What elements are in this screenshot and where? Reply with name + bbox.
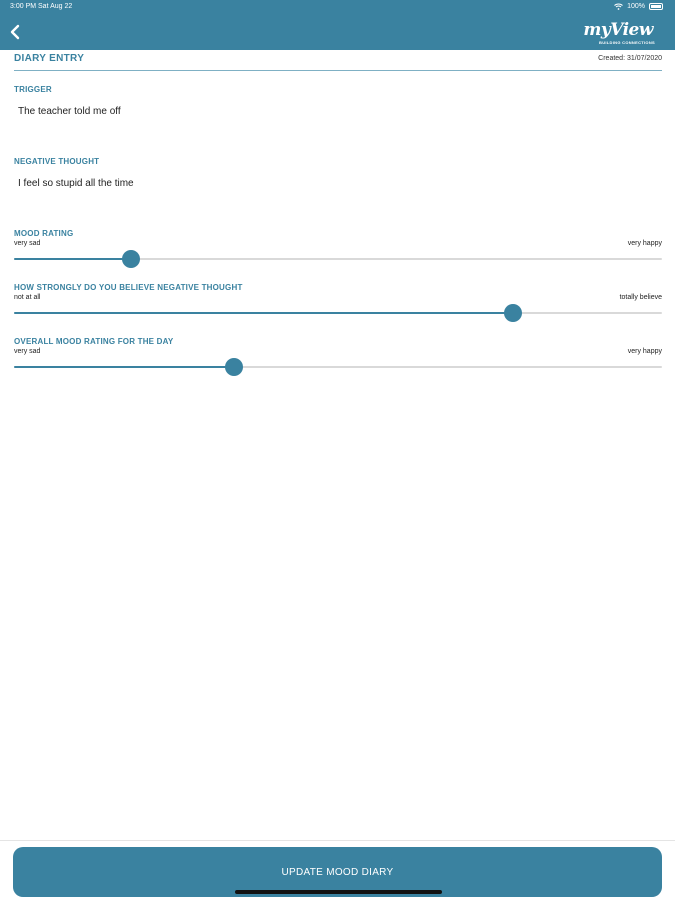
belief-strength-slider[interactable] [14,303,662,323]
battery-icon [649,3,663,10]
mood-rating-min-label: very sad [14,240,41,247]
chevron-left-icon [9,24,21,40]
mood-rating-slider[interactable] [14,249,662,269]
footer-divider [0,840,675,841]
diary-title-row [14,50,662,71]
app-header [0,0,675,50]
overall-mood-slider[interactable] [14,357,662,377]
logo-wordmark: myView [583,20,653,40]
wifi-icon [614,3,623,10]
update-mood-diary-button[interactable]: UPDATE MOOD DIARY [13,847,662,897]
overall-mood-max-label: very happy [627,348,662,355]
negative-thought-value[interactable]: I feel so stupid all the time [18,178,134,189]
status-bar [0,0,675,14]
negative-thought-label: NEGATIVE THOUGHT [14,157,100,166]
logo-tagline: BUILDING CONNECTIONS [599,40,655,45]
belief-strength-max-label: totally believe [619,294,662,301]
diary-entry-content [14,50,662,355]
status-indicators [614,3,663,10]
mood-rating-label: MOOD RATING [14,229,74,238]
status-time: 3:00 PM Sat Aug 22 [10,3,73,10]
back-button[interactable] [4,20,26,44]
created-date: Created: 31/07/2020 [598,55,662,62]
overall-mood-label: OVERALL MOOD RATING FOR THE DAY [14,337,174,346]
slider-fill [14,258,131,260]
slider-fill [14,312,513,314]
trigger-value[interactable]: The teacher told me off [18,106,121,117]
slider-thumb[interactable] [225,358,243,376]
mood-rating-max-label: very happy [627,240,662,247]
slider-thumb[interactable] [122,250,140,268]
battery-percent: 100% [627,3,645,10]
home-indicator [235,890,442,894]
trigger-label: TRIGGER [14,85,52,94]
myview-logo [573,20,655,46]
overall-mood-min-label: very sad [14,348,41,355]
slider-thumb[interactable] [504,304,522,322]
page-title: DIARY ENTRY [14,53,85,64]
slider-fill [14,366,234,368]
belief-strength-label: HOW STRONGLY DO YOU BELIEVE NEGATIVE THOUGHT [14,283,243,292]
belief-strength-min-label: not at all [14,294,41,301]
